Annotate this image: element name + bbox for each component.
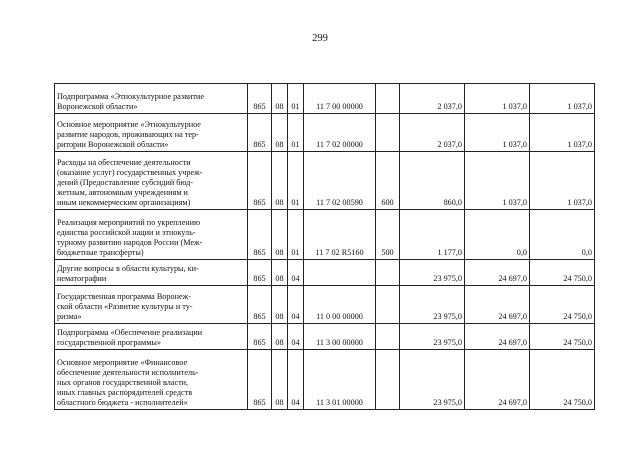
amount-cell-year-1: 860,0 <box>400 152 465 210</box>
ved-code-cell: 865 <box>248 260 272 286</box>
table-row <box>55 260 595 286</box>
section-code-cell: 08 <box>272 84 288 114</box>
target-article-cell: 11 3 00 00000 <box>304 324 376 350</box>
subsection-code-cell: 04 <box>288 350 304 410</box>
amount-cell-year-3: 1 037,0 <box>530 152 595 210</box>
table-row <box>55 114 595 152</box>
section-code-cell: 08 <box>272 114 288 152</box>
expense-type-cell: 600 <box>376 152 400 210</box>
amount-cell-year-2: 24 697,0 <box>465 350 530 410</box>
target-article-cell: 11 3 01 00000 <box>304 350 376 410</box>
target-article-cell: 11 0 00 00000 <box>304 286 376 324</box>
row-name-cell: Другие вопросы в области культуры, ки- нематографии <box>55 260 248 286</box>
amount-cell-year-2: 24 697,0 <box>465 286 530 324</box>
subsection-code-cell: 04 <box>288 324 304 350</box>
amount-cell-year-2: 1 037,0 <box>465 114 530 152</box>
amount-cell-year-3: 24 750,0 <box>530 350 595 410</box>
table-row <box>55 286 595 324</box>
ved-code-cell: 865 <box>248 210 272 260</box>
amount-cell-year-1: 23 975,0 <box>400 260 465 286</box>
expense-type-cell <box>376 84 400 114</box>
amount-cell-year-1: 1 177,0 <box>400 210 465 260</box>
expense-type-cell <box>376 260 400 286</box>
target-article-cell: 11 7 02 R5160 <box>304 210 376 260</box>
subsection-code-cell: 01 <box>288 84 304 114</box>
amount-cell-year-1: 23 975,0 <box>400 350 465 410</box>
subsection-code-cell: 01 <box>288 152 304 210</box>
section-code-cell: 08 <box>272 260 288 286</box>
row-name-cell: Основное мероприятие «Этнокультурное развитие народов, проживающих на тер- ритории Воронежской области» <box>55 114 248 152</box>
amount-cell-year-1: 2 037,0 <box>400 84 465 114</box>
subsection-code-cell: 01 <box>288 210 304 260</box>
table-row <box>55 152 595 210</box>
table-row <box>55 210 595 260</box>
ved-code-cell: 865 <box>248 286 272 324</box>
amount-cell-year-2: 24 697,0 <box>465 324 530 350</box>
table-row <box>55 324 595 350</box>
row-name-cell: Подпрограмма «Этнокультурное развитие Воронежской области» <box>55 84 248 114</box>
amount-cell-year-1: 23 975,0 <box>400 286 465 324</box>
expense-type-cell <box>376 114 400 152</box>
expense-type-cell <box>376 324 400 350</box>
amount-cell-year-3: 24 750,0 <box>530 324 595 350</box>
ved-code-cell: 865 <box>248 84 272 114</box>
target-article-cell: 11 7 02 00590 <box>304 152 376 210</box>
ved-code-cell: 865 <box>248 152 272 210</box>
amount-cell-year-2: 24 697,0 <box>465 260 530 286</box>
expense-type-cell <box>376 350 400 410</box>
subsection-code-cell: 01 <box>288 114 304 152</box>
amount-cell-year-2: 1 037,0 <box>465 84 530 114</box>
amount-cell-year-3: 24 750,0 <box>530 260 595 286</box>
target-article-cell: 11 7 02 00000 <box>304 114 376 152</box>
table-row <box>55 84 595 114</box>
section-code-cell: 08 <box>272 152 288 210</box>
amount-cell-year-1: 2 037,0 <box>400 114 465 152</box>
amount-cell-year-2: 1 037,0 <box>465 152 530 210</box>
amount-cell-year-3: 24 750,0 <box>530 286 595 324</box>
expense-type-cell <box>376 286 400 324</box>
row-name-cell: Основное мероприятие «Финансовое обеспечение деятельности исполнитель- ных органов государственной власти, иных главных распорядителей средств областного бюджета - исполнителей» <box>55 350 248 410</box>
ved-code-cell: 865 <box>248 324 272 350</box>
section-code-cell: 08 <box>272 210 288 260</box>
amount-cell-year-1: 23 975,0 <box>400 324 465 350</box>
row-name-cell: Реализация мероприятий по укреплению единства российской нации и этнокуль- турному развитию народов России (Меж- бюджетные трансферты) <box>55 210 248 260</box>
row-name-cell: Расходы на обеспечение деятельности (оказание услуг) государственных учреж- дений (Предоставление субсидий бюд- жетным, автономным учреждениям и иным некоммерческим организациям) <box>55 152 248 210</box>
budget-table-body <box>55 84 595 410</box>
amount-cell-year-3: 0,0 <box>530 210 595 260</box>
page-number: 299 <box>312 33 328 44</box>
amount-cell-year-3: 1 037,0 <box>530 84 595 114</box>
subsection-code-cell: 04 <box>288 260 304 286</box>
amount-cell-year-2: 0,0 <box>465 210 530 260</box>
table-row <box>55 350 595 410</box>
target-article-cell <box>304 260 376 286</box>
amount-cell-year-3: 1 037,0 <box>530 114 595 152</box>
row-name-cell: Государственная программа Воронеж- ской области «Развитие культуры и ту- ризма» <box>55 286 248 324</box>
section-code-cell: 08 <box>272 286 288 324</box>
subsection-code-cell: 04 <box>288 286 304 324</box>
ved-code-cell: 865 <box>248 350 272 410</box>
row-name-cell: Подпрограмма «Обеспечение реализации государственной программы» <box>55 324 248 350</box>
section-code-cell: 08 <box>272 324 288 350</box>
budget-table <box>54 83 595 410</box>
expense-type-cell: 500 <box>376 210 400 260</box>
ved-code-cell: 865 <box>248 114 272 152</box>
target-article-cell: 11 7 00 00000 <box>304 84 376 114</box>
section-code-cell: 08 <box>272 350 288 410</box>
